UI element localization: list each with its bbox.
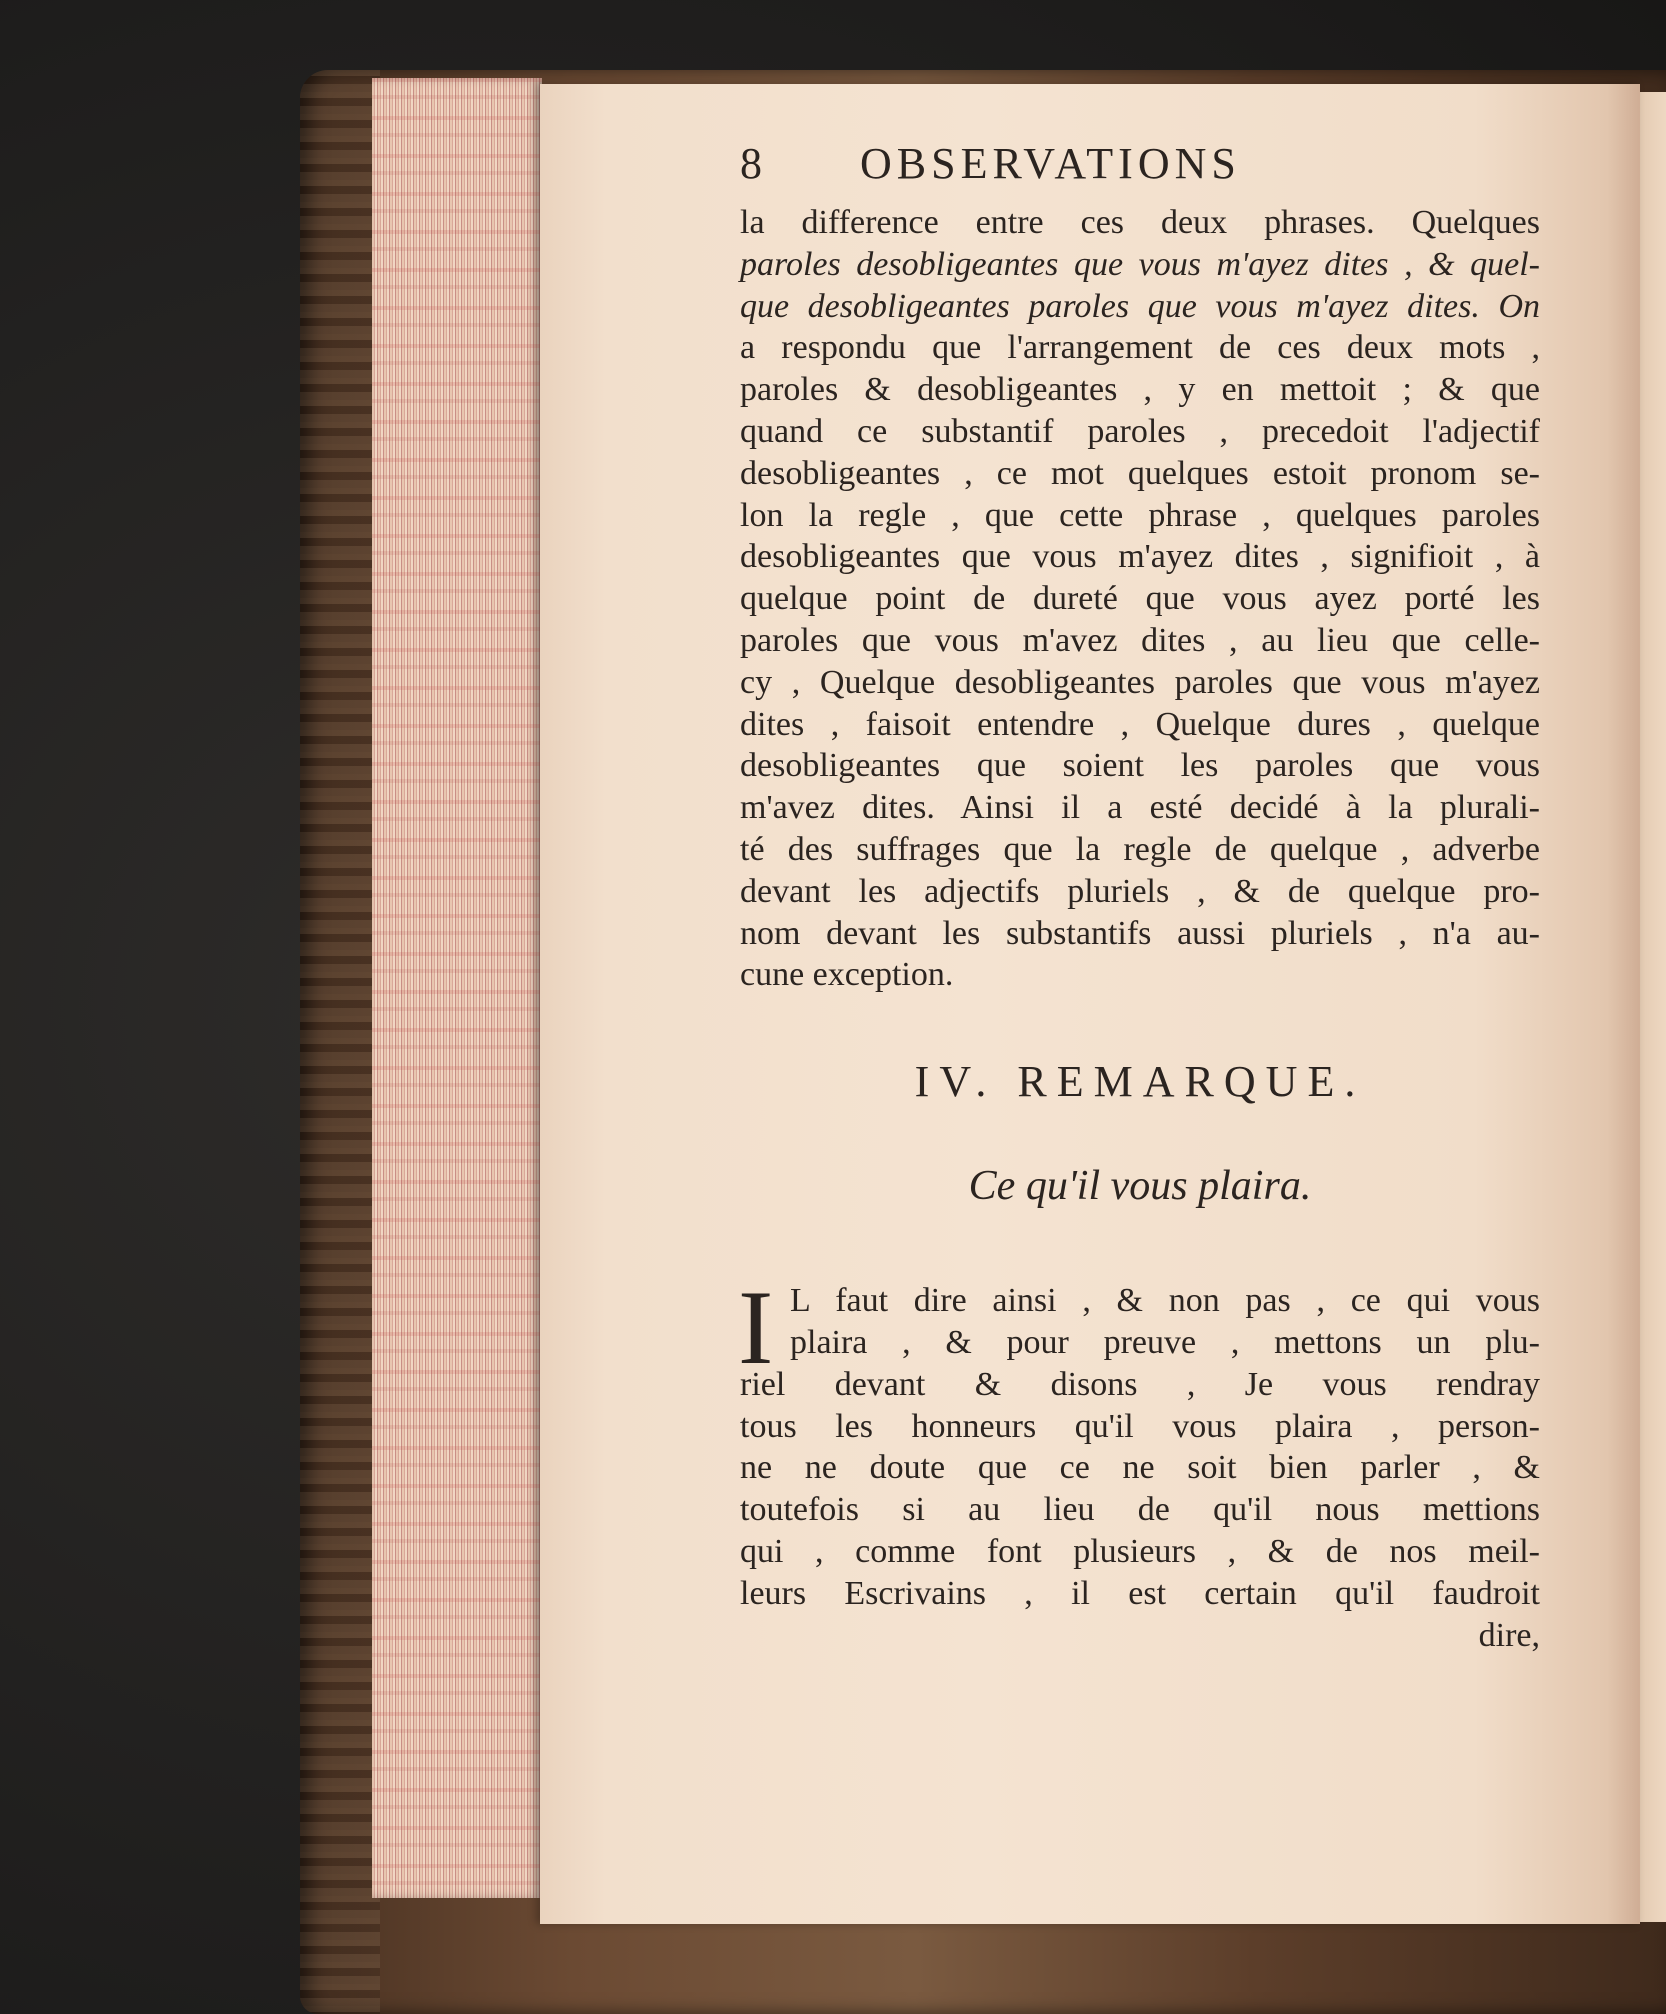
text-line: toutefois si au lieu de qu'il nous mettions	[740, 1491, 1540, 1529]
text-line: té des suffrages que la regle de quelque , adverbe	[740, 830, 1540, 868]
text-line: que desobligeantes paroles que vous m'ayez dites. On	[740, 287, 1540, 325]
text-line: nom devant les substantifs aussi pluriels , n'a au-	[740, 914, 1540, 952]
text-line: lon la regle , que cette phrase , quelques paroles	[740, 496, 1540, 534]
text-line: leurs Escrivains , il est certain qu'il faudroit	[740, 1574, 1540, 1612]
text-line: dites , faisoit entendre , Quelque dures , quelque	[740, 705, 1540, 743]
running-head: OBSERVATIONS	[860, 139, 1241, 188]
text-line: desobligeantes que vous m'ayez dites , signifioit , à	[740, 538, 1540, 576]
text-line: riel devant & disons , Je vous rendray	[740, 1365, 1540, 1403]
text-line: cy , Quelque desobligeantes paroles que vous m'ayez	[740, 663, 1540, 701]
text-line: a respondu que l'arrangement de ces deux mots ,	[740, 329, 1540, 367]
text-line: L faut dire ainsi , & non pas , ce qui vous	[790, 1282, 1540, 1320]
text-line: quand ce substantif paroles , precedoit l'adjectif	[740, 412, 1540, 450]
text-line: cune exception.	[740, 956, 954, 994]
text-line: paroles & desobligeantes , y en mettoit ; & que	[740, 371, 1540, 409]
text-line: paroles que vous m'avez dites , au lieu que celle-	[740, 621, 1540, 659]
remark-subtitle: Ce qu'il vous plaira.	[968, 1163, 1312, 1210]
text-line: paroles desobligeantes que vous m'ayez dites , & quel-	[740, 245, 1540, 283]
text-line: la difference entre ces deux phrases. Quelques	[740, 204, 1540, 241]
paragraph-remark	[738, 1269, 1540, 1656]
text-line: m'avez dites. Ainsi il a esté decidé à la plurali-	[740, 789, 1540, 827]
text-line: tous les honneurs qu'il vous plaira , person-	[740, 1407, 1540, 1445]
text-line: plaira , & pour preuve , mettons un plu-	[790, 1323, 1540, 1361]
paragraph-observations	[740, 202, 1540, 996]
drop-cap-initial: I	[738, 1269, 774, 1387]
text-line: qui , comme font plusieurs , & de nos meil-	[740, 1532, 1540, 1570]
text-line: ne ne doute que ce ne soit bien parler , &	[740, 1449, 1540, 1487]
text-line: desobligeantes , ce mot quelques estoit pronom se-	[740, 454, 1540, 492]
text-line: quelque point de dureté que vous ayez porté les	[740, 580, 1540, 618]
page-text-block	[740, 138, 1540, 1657]
page-number: 8	[740, 139, 767, 188]
text-line: desobligeantes que soient les paroles que vous	[740, 747, 1540, 785]
page-edges	[372, 78, 542, 1898]
catchword: dire,	[1478, 1616, 1540, 1654]
text-line: devant les adjectifs pluriels , & de quelque pro-	[740, 872, 1540, 910]
remark-heading: IV. REMARQUE.	[914, 1057, 1366, 1107]
page-header	[740, 138, 1540, 202]
